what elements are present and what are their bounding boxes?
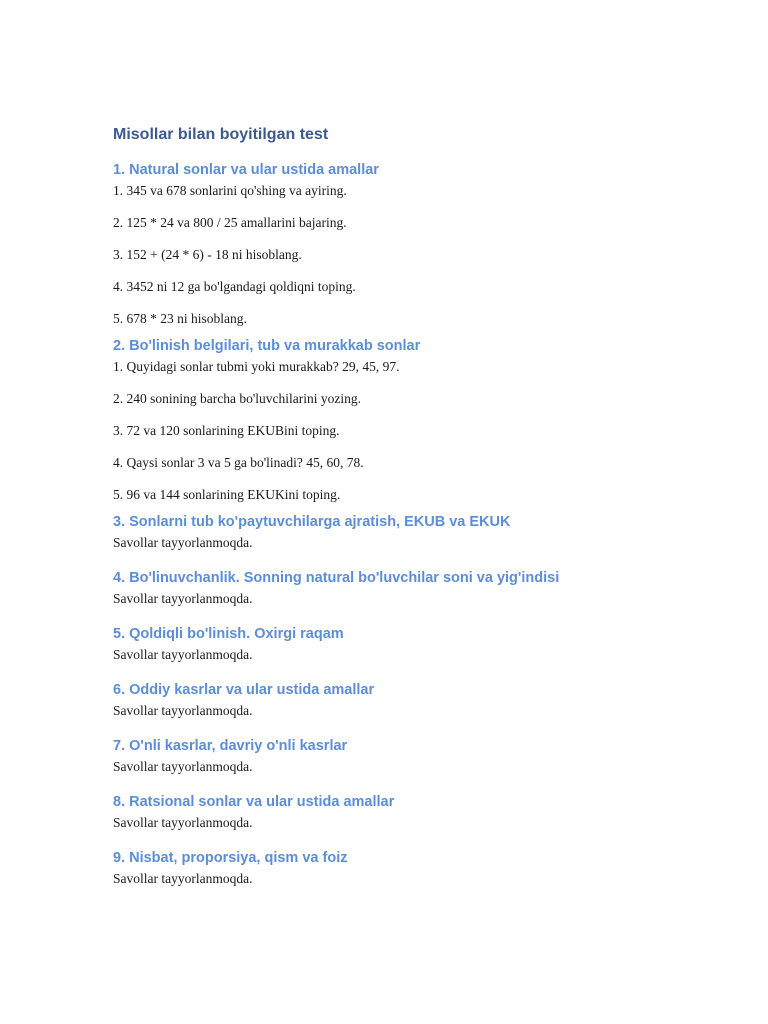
- section-common-fractions: [113, 680, 713, 720]
- question-item: 5. 96 va 144 sonlarining EKUKini toping.: [113, 487, 341, 502]
- section-heading: 5. Qoldiqli bo'linish. Oxirgi raqam: [113, 626, 344, 642]
- section-natural-numbers: [113, 160, 713, 328]
- placeholder-text: Savollar tayyorlanmoqda.: [113, 647, 253, 662]
- question-item: 2. 125 * 24 va 800 / 25 amallarini bajaring.: [113, 215, 347, 230]
- section-rational-numbers: [113, 792, 713, 832]
- question-item: 3. 152 + (24 * 6) - 18 ni hisoblang.: [113, 247, 302, 262]
- section-decimal-fractions: [113, 736, 713, 776]
- question-item: 5. 678 * 23 ni hisoblang.: [113, 311, 247, 326]
- question-item: 1. Quyidagi sonlar tubmi yoki murakkab? 29, 45, 97.: [113, 359, 400, 374]
- question-item: 4. 3452 ni 12 ga bo'lgandagi qoldiqni toping.: [113, 279, 356, 294]
- section-heading: 6. Oddiy kasrlar va ular ustida amallar: [113, 682, 375, 698]
- question-item: 3. 72 va 120 sonlarining EKUBini toping.: [113, 423, 340, 438]
- section-prime-factorization: [113, 512, 713, 552]
- section-heading: 8. Ratsional sonlar va ular ustida amallar: [113, 794, 395, 810]
- section-divisibility-primes: [113, 336, 713, 504]
- document-page: [113, 124, 713, 904]
- question-item: 4. Qaysi sonlar 3 va 5 ga bo'linadi? 45, 60, 78.: [113, 455, 364, 470]
- section-heading: 1. Natural sonlar va ular ustida amallar: [113, 162, 379, 178]
- section-heading: 9. Nisbat, proporsiya, qism va foiz: [113, 850, 348, 866]
- document-title: Misollar bilan boyitilgan test: [113, 126, 329, 143]
- section-remainder-division: [113, 624, 713, 664]
- section-heading: 4. Bo'linuvchanlik. Sonning natural bo'luvchilar soni va yig'indisi: [113, 570, 560, 586]
- placeholder-text: Savollar tayyorlanmoqda.: [113, 815, 253, 830]
- section-heading: 2. Bo'linish belgilari, tub va murakkab sonlar: [113, 338, 421, 354]
- placeholder-text: Savollar tayyorlanmoqda.: [113, 591, 253, 606]
- placeholder-text: Savollar tayyorlanmoqda.: [113, 871, 253, 886]
- question-item: 1. 345 va 678 sonlarini qo'shing va ayiring.: [113, 183, 347, 198]
- question-item: 2. 240 sonining barcha bo'luvchilarini yozing.: [113, 391, 362, 406]
- section-heading: 3. Sonlarni tub ko'paytuvchilarga ajratish, EKUB va EKUK: [113, 514, 511, 530]
- placeholder-text: Savollar tayyorlanmoqda.: [113, 535, 253, 550]
- section-divisor-count: [113, 568, 713, 608]
- section-heading: 7. O'nli kasrlar, davriy o'nli kasrlar: [113, 738, 348, 754]
- placeholder-text: Savollar tayyorlanmoqda.: [113, 759, 253, 774]
- placeholder-text: Savollar tayyorlanmoqda.: [113, 703, 253, 718]
- section-ratio-proportion: [113, 848, 713, 888]
